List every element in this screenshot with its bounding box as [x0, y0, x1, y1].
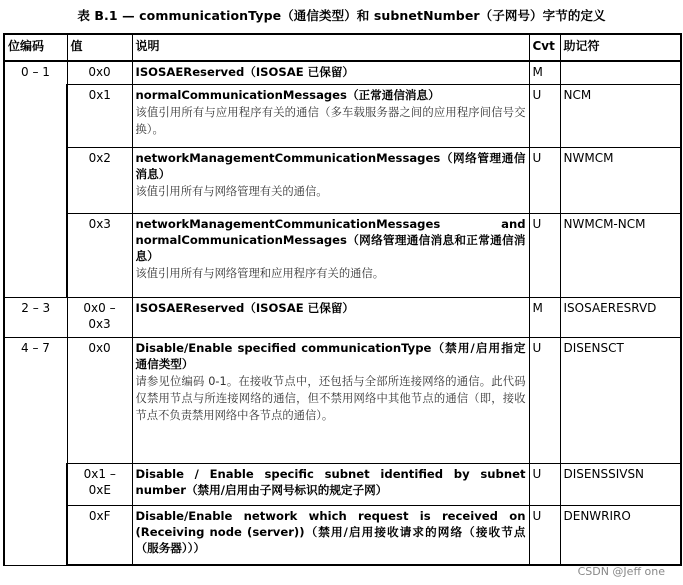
mnemonic-cell: ISOSAERESRVD	[560, 297, 681, 337]
description-cell	[132, 213, 529, 297]
description-cell	[132, 463, 529, 505]
cvt-cell: U	[529, 337, 560, 463]
cvt-cell: U	[529, 505, 560, 565]
description-cell	[132, 61, 529, 84]
table-row	[4, 84, 681, 147]
value-cell: 0x0	[67, 61, 132, 84]
description-note: 该值引用所有与网络管理和应用程序有关的通信。	[135, 266, 385, 280]
definition-table	[3, 33, 682, 566]
description-cell	[132, 297, 529, 337]
header-cvt: Cvt	[529, 34, 560, 61]
description-title: Disable/Enable network which request is received on (Receiving node (server))（禁用/启用接收请求的网络（接收节点（服务器）））	[135, 508, 526, 555]
table-row	[4, 297, 681, 337]
value-cell: 0xF	[67, 505, 132, 565]
table-row	[4, 337, 681, 463]
description-cell	[132, 337, 529, 463]
description-title: networkManagementCommunicationMessages（网络管理通信消息）	[135, 150, 526, 181]
table-row	[4, 505, 681, 565]
value-cell: 0x1 – 0xE	[67, 463, 132, 505]
cvt-cell: U	[529, 463, 560, 505]
description-note: 该值引用所有与应用程序有关的通信（多车载服务器之间的应用程序间信号交换）。	[135, 105, 526, 136]
description-title: Disable/Enable specified communicationType（禁用/启用指定通信类型）	[135, 340, 526, 371]
mnemonic-cell: DISENSCT	[560, 337, 681, 463]
header-description: 说明	[132, 34, 529, 61]
value-cell: 0x0	[67, 337, 132, 463]
cvt-cell: U	[529, 147, 560, 213]
description-title: Disable / Enable specific subnet identified by subnet number（禁用/启用由子网号标识的规定子网）	[135, 466, 526, 497]
table-row	[4, 463, 681, 505]
description-title: ISOSAEReserved（ISOSAE 已保留）	[135, 300, 355, 315]
bit-cell: 4 – 7	[4, 337, 67, 565]
description-cell	[132, 84, 529, 147]
table-caption: 表 B.1 — communicationType（通信类型）和 subnetNumber（子网号）字节的定义	[77, 8, 606, 23]
bit-cell: 0 – 1	[4, 61, 67, 297]
bit-cell: 2 – 3	[4, 297, 67, 337]
header-value: 值	[67, 34, 132, 61]
description-cell	[132, 147, 529, 213]
header-bit: 位编码	[4, 34, 67, 61]
description-title: ISOSAEReserved（ISOSAE 已保留）	[135, 65, 355, 79]
table-row	[4, 61, 681, 84]
description-cell	[132, 505, 529, 565]
mnemonic-cell: NWMCM-NCM	[560, 213, 681, 297]
description-note: 该值引用所有与网络管理有关的通信。	[135, 184, 328, 198]
value-cell: 0x3	[67, 213, 132, 297]
watermark: CSDN @Jeff one	[577, 565, 665, 578]
mnemonic-cell: NWMCM	[560, 147, 681, 213]
value-cell: 0x0 – 0x3	[67, 297, 132, 337]
table-row	[4, 147, 681, 213]
cvt-cell: M	[529, 61, 560, 84]
header-mnemonic: 助记符	[560, 34, 681, 61]
mnemonic-cell	[560, 61, 681, 84]
cvt-cell: U	[529, 84, 560, 147]
value-cell: 0x2	[67, 147, 132, 213]
table-header-row	[4, 34, 681, 61]
description-note: 请参见位编码 0-1。在接收节点中，还包括与全部所连接网络的通信。此代码仅禁用节点与所连接网络的通信，但不禁用网络中其他节点的通信（即，接收节点不负责禁用网络中各节点的通信）。	[135, 374, 526, 422]
mnemonic-cell: DENWRIRO	[560, 505, 681, 565]
description-title: normalCommunicationMessages（正常通信消息）	[135, 87, 440, 102]
mnemonic-cell: DISENSSIVSN	[560, 463, 681, 505]
cvt-cell: M	[529, 297, 560, 337]
cvt-cell: U	[529, 213, 560, 297]
mnemonic-cell: NCM	[560, 84, 681, 147]
description-title: networkManagementCommunicationMessages and normalCommunicationMessages（网络管理通信消息和正常通信消息）	[135, 216, 526, 263]
table-row	[4, 213, 681, 297]
value-cell: 0x1	[67, 84, 132, 147]
